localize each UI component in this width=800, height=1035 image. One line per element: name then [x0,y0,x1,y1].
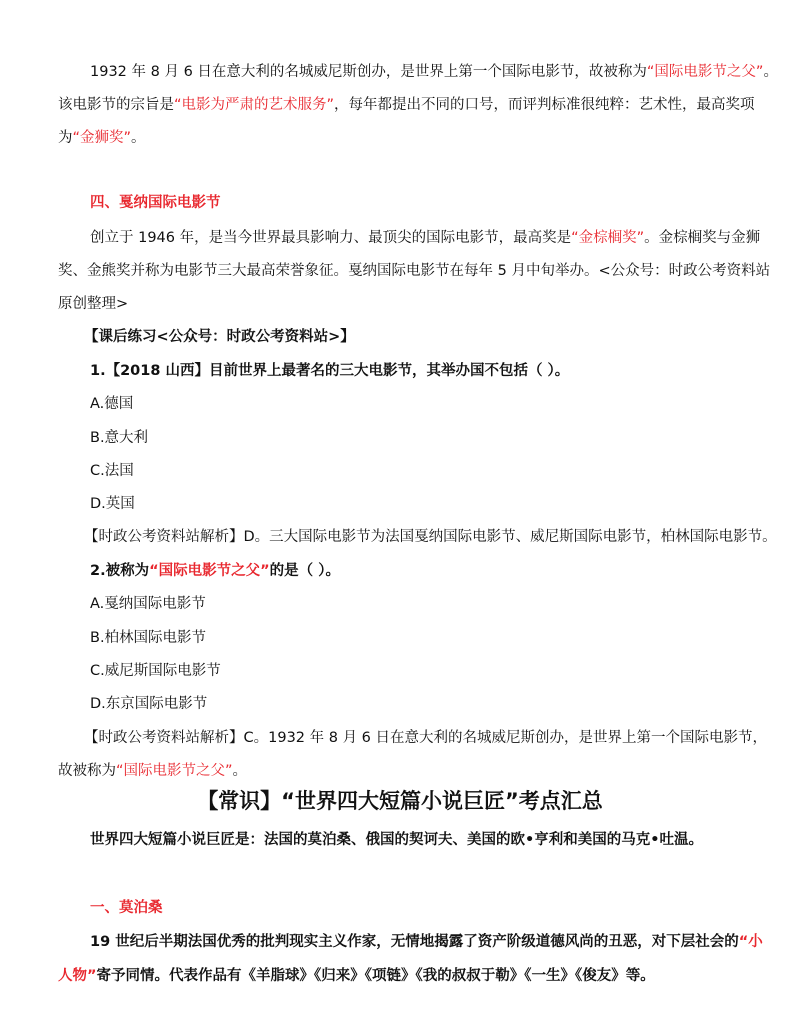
cannes-highlight-palme: “金棕榈奖” [571,230,645,246]
maupassant-line-1 [90,932,763,952]
q2-text: 2.被称为 [90,563,150,579]
venice-text: ，每年都提出不同的口号，而评判标准很纯粹：艺术性，最高奖项 [334,97,755,113]
section-title: 【常识】“世界四大短篇小说巨匠”考点汇总 [197,789,603,813]
section-intro: 世界四大短篇小说巨匠是：法国的莫泊桑、俄国的契诃夫、美国的欧•亨利和美国的马克•吐温。 [90,832,704,848]
q1-option-b: B.意大利 [90,430,149,446]
q2-option-b: B.柏林国际电影节 [90,630,207,646]
venice-highlight-golden-lion: “金狮奖” [72,130,132,146]
maupassant-highlight-end: 人物” [58,968,97,984]
venice-line-3 [58,128,748,148]
q2-answer-line-2 [58,761,748,781]
cannes-heading: 四、戛纳国际电影节 [90,195,221,211]
q2-answer-line-1: 【时政公考资料站解析】C。1932 年 8 月 6 日在意大利的名城威尼斯创办，是世界上第一个国际电影节， [84,730,768,746]
cannes-line-2: 奖、金熊奖并称为电影节三大最高荣誉象征。戛纳国际电影节在每年 5 月中旬举办。<公众号：时政公考资料站 [58,263,771,279]
venice-highlight-father: “国际电影节之父” [646,64,764,80]
cannes-line-1 [90,228,761,248]
q2-option-c: C.威尼斯国际电影节 [90,663,221,679]
q2-answer-text: 故被称为 [58,763,116,779]
cannes-text: 。金棕榈奖与金狮 [644,230,761,246]
q1-answer: 【时政公考资料站解析】D。三大国际电影节为法国戛纳国际电影节、威尼斯国际电影节，柏林国际电影节。 [84,529,777,545]
venice-text: 为 [58,130,73,146]
q1-option-d: D.英国 [90,496,135,512]
cannes-line-3: 原创整理> [58,296,129,312]
maupassant-line-2 [58,966,748,986]
q2-option-d: D.东京国际电影节 [90,696,208,712]
venice-text: 1932 年 8 月 6 日在意大利的名城威尼斯创办，是世界上第一个国际电影节，故被称为 [90,64,647,80]
q1-option-c: C.法国 [90,463,134,479]
question-2 [90,561,748,581]
venice-line-1 [90,62,778,82]
maupassant-heading: 一、莫泊桑 [90,900,163,916]
venice-text: 该电影节的宗旨是 [58,97,174,113]
maupassant-text: 19 世纪后半期法国优秀的批判现实主义作家，无情地揭露了资产阶级道德风尚的丑恶，对下层社会的 [90,934,739,950]
venice-text-end: 。 [763,64,778,80]
q2-answer-text-end: 。 [232,763,248,779]
maupassant-highlight-start: “小 [738,934,763,950]
q2-text-end: 的是（ ）。 [269,563,340,579]
question-1: 1.【2018 山西】目前世界上最著名的三大电影节，其举办国不包括（ ）。 [90,363,570,379]
exercise-heading: 【课后练习<公众号：时政公考资料站>】 [84,329,355,345]
venice-line-2 [58,95,755,115]
venice-text-end: 。 [131,130,146,146]
venice-highlight-purpose: “电影为严肃的艺术服务” [174,97,335,113]
q2-option-a: A.戛纳国际电影节 [90,596,206,612]
q1-option-a: A.德国 [90,396,134,412]
q2-answer-highlight: “国际电影节之父” [116,763,233,779]
q2-highlight: “国际电影节之父” [149,563,270,579]
maupassant-text: 寄予同情。代表作品有《羊脂球》《归来》《项链》《我的叔叔于勒》《一生》《俊友》等。 [96,968,655,984]
cannes-text: 创立于 1946 年，是当今世界最具影响力、最顶尖的国际电影节，最高奖是 [90,230,572,246]
